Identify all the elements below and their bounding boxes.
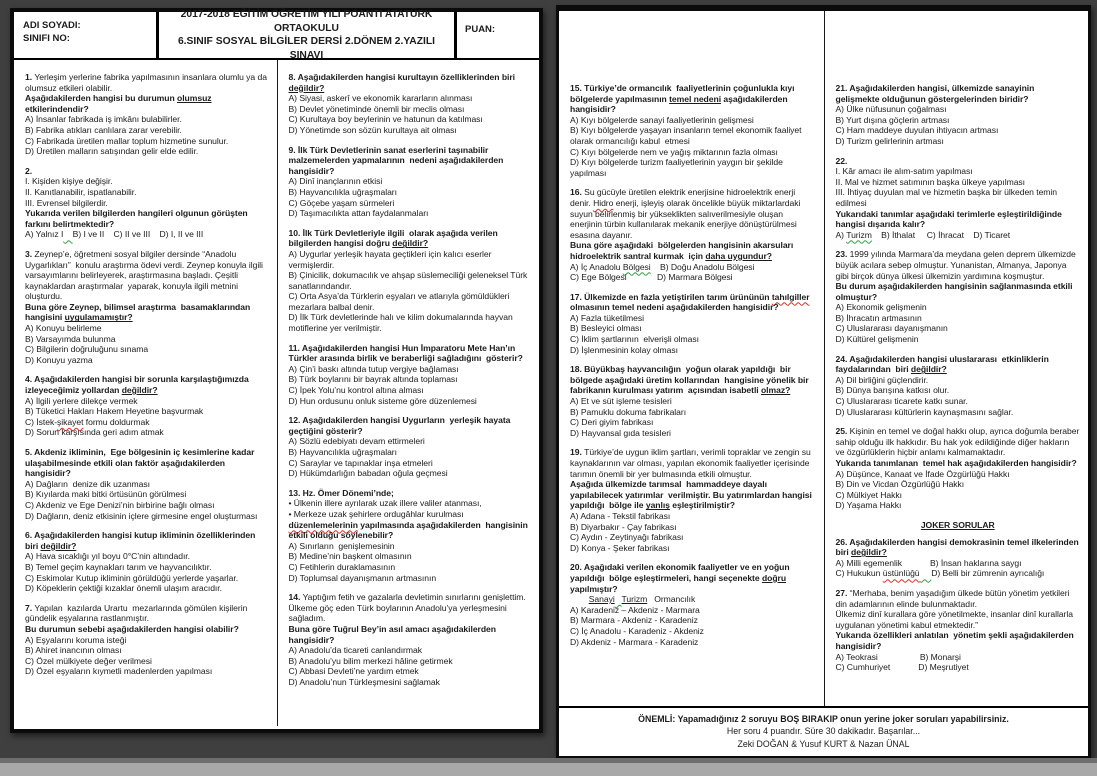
page2-columns bbox=[559, 11, 1088, 706]
text-line: 21. Aşağıdakilerden hangisi, ülkemizde sanayinin gelişmekte olduğunun göstergelerinden biridir? bbox=[835, 83, 1037, 104]
text-line: A) Yalnız I B) I ve II C) II ve III D) I, II ve III bbox=[25, 229, 204, 240]
text-line: B) Ahiret inancının olması bbox=[25, 645, 122, 656]
text-line: B) Çinicilik, dokumacılık ve ahşap süslemeciliği geleneksel Türk sanatlarındandır. bbox=[288, 270, 530, 291]
text-line: C) Özel mülkiyete değer verilmesi bbox=[25, 655, 152, 666]
question-16 bbox=[570, 187, 816, 282]
text-line: D) Taşımacılıkta attan faydalanmaları bbox=[288, 208, 429, 219]
score-cell bbox=[457, 12, 539, 58]
text-line: Sanayi Turizm Ormancılık bbox=[588, 594, 696, 605]
text-line: düzenlemelerinin yapılmasında aşağıdakilerden hangisinin etkili olduğu söylenebilir? bbox=[288, 519, 531, 541]
question-6 bbox=[25, 530, 269, 594]
text-line: III. İhtiyaç duyulan mal ve hizmetin başka bir ülkeden temin edilmesi bbox=[835, 187, 1060, 208]
question-13 bbox=[289, 488, 532, 583]
text-line: A) Fazla tüketilmesi bbox=[570, 312, 644, 323]
page1-column-2 bbox=[277, 60, 540, 726]
text-line: 27. “Merhaba, benim yaşadığım ülkede bütün yönetim yetkileri din adamlarının elinde bulunmaktadır. bbox=[835, 587, 1072, 609]
text-line: 19. Türkiye’de uygun iklim şartları, verimli topraklar ve zengin su kaynaklarının var olması, yapılan ekonomik faaliyetler içerisinde tarımın önemli bir yer bulmasında etkili olmuştur. bbox=[570, 447, 814, 479]
text-line: 23. 1999 yılında Marmara’da meydana gelen deprem ülkemizde büyük acılara sebep olmuştur. Yunanistan, Almanya, Japonya gibi birçok dünya ülkesi ülkemizin yardımına koşmuştur. bbox=[835, 249, 1079, 281]
text-line: D) Dağların, deniz etkisinin içlere girmesine engel oluşturması bbox=[25, 510, 258, 521]
question-26 bbox=[836, 537, 1081, 579]
text-line: D) Toplumsal dayanışmanın artmasının bbox=[288, 572, 437, 583]
question-15 bbox=[570, 83, 816, 178]
text-line: C) Bilgilerin doğruluğunu sınama bbox=[25, 344, 149, 355]
text-line: D) Akdeniz - Marmara - Karadeniz bbox=[570, 636, 699, 647]
footer-important-note: ÖNEMLİ: Yapamadığınız 2 soruyu BOŞ BIRAKIP onun yerine joker soruları yapabilirsiniz. bbox=[638, 713, 1009, 724]
text-line: D) Özel eşyaların kıymetli madenlerden yapılması bbox=[25, 666, 213, 677]
footer-authors: Zeki DOĞAN & Yusuf KURT & Nazan ÜNAL bbox=[737, 738, 910, 749]
question-9 bbox=[289, 145, 532, 219]
text-line: B) Temel geçim kaynakları tarım ve hayvancılıktır. bbox=[25, 561, 212, 572]
text-line: D) Anadolu’nun Türkleşmesini sağlamak bbox=[288, 676, 440, 687]
question-21 bbox=[836, 83, 1081, 147]
text-line: A) Milli egemenlik B) İnsan haklarına saygı bbox=[835, 557, 1022, 568]
exam-title-box bbox=[156, 9, 457, 61]
text-line: B) Anadolu’yu bilim merkezi hâline getirmek bbox=[288, 655, 453, 666]
question-5 bbox=[25, 447, 269, 521]
text-line: 16. Su gücüyle üretilen elektrik enerjisine hidroelektrik enerji denir. Hidro enerji, işleyiş olarak öncelikle büyük miktarlardaki suyun belirlenmiş bir yükseklikten salıverilmesiyle oluşan enerjinin türbin kullanılarak mekanik enerjiye dönüştürülmesi esasına dayanır. bbox=[570, 187, 806, 240]
page2-column-2 bbox=[824, 11, 1089, 706]
text-line: II. Kanıtlanabilir, ispatlanabilir. bbox=[25, 186, 137, 197]
text-line: B) İhracatın artmasının bbox=[835, 312, 922, 323]
question-1 bbox=[25, 72, 269, 157]
text-line: A) İlgili yerlere dilekçe vermek bbox=[25, 395, 138, 406]
exam-header bbox=[14, 9, 539, 61]
exam-footer bbox=[559, 706, 1088, 757]
text-line: B) Din ve Vicdan Özgürlüğü Hakkı bbox=[835, 479, 965, 490]
text-line: • Ülkenin illere ayrılarak uzak illere valiler atanması, bbox=[288, 498, 482, 509]
text-line: A) Siyasi, askerî ve ekonomik kararların alınması bbox=[288, 93, 473, 104]
text-line: D) Turizm gelirlerinin artması bbox=[835, 135, 944, 146]
text-line: B) Varsayımda bulunma bbox=[25, 333, 116, 344]
text-line: A) Karadeniz – Akdeniz - Marmara bbox=[570, 604, 700, 615]
text-line: B) Medine’nin başkent olmasının bbox=[288, 551, 412, 562]
text-line: 12. Aşağıdakilerden hangisi Uygurların yerleşik hayata geçtiğini gösterir? bbox=[288, 415, 513, 436]
footer-scoring-note: Her soru 4 puandır. Süre 30 dakikadır. Başarılar... bbox=[726, 726, 921, 736]
text-line: Buna göre Tuğrul Bey’in asıl amacı aşağıdakilerden hangisidir? bbox=[288, 623, 499, 645]
text-line: 17. Ülkemizde en fazla yetiştirilen tarım ürününün tahılgiller olmasının temel nedeni aşağıdakilerden hangisidir? bbox=[570, 291, 815, 313]
text-line: C) Cumhuriyet D) Meşrutiyet bbox=[835, 662, 969, 673]
text-line: B) Hayvancılıkla uğraşmaları bbox=[288, 447, 397, 457]
text-line: JOKER SORULAR bbox=[920, 519, 995, 530]
text-line: B) Yurt dışına göçlerin artması bbox=[835, 114, 950, 125]
exam-page-1 bbox=[10, 8, 543, 733]
desk-edge-strip bbox=[0, 763, 1097, 776]
text-line: A) Teokrasi B) Monarşi bbox=[835, 651, 961, 662]
text-line: B) Fabrika atıkları canlılara zarar verebilir. bbox=[25, 124, 182, 135]
text-line: Ülkemiz dinî kurallara göre yönetilmekte, insanlar dinî kurallarla uygulanan yönetimi kabul etmektedir.” bbox=[835, 609, 1076, 630]
text-line: 14. Yaptığım fetih ve gazalarla devletimin sınırlarını genişlettim. Ülkeme göç eden Türk boylarının Anadolu’ya yerleşmesini sağladım. bbox=[288, 592, 529, 624]
text-line: D) Sorun karşısında geri adım atmak bbox=[25, 427, 164, 438]
text-line: B) Türk boylarını bir bayrak altında toplaması bbox=[288, 374, 458, 385]
text-line: 13. Hz. Ömer Dönemi’nde; bbox=[288, 487, 394, 498]
text-line: B) Besleyici olması bbox=[570, 323, 642, 334]
text-line: A) Sınırların genişlemesinin bbox=[288, 540, 395, 551]
text-line: B) Marmara - Akdeniz - Karadeniz bbox=[570, 615, 698, 626]
text-line: C) İklim şartlarının elverişli olması bbox=[570, 334, 699, 345]
text-line: D) Uluslararası kültürlerin kaynaşmasını sağlar. bbox=[835, 406, 1014, 417]
text-line: D) İlk Türk devletlerinde halı ve kilim dokumalarında hayvan motiflerine yer verilmiştir. bbox=[288, 312, 516, 334]
text-line: C) Eskimolar Kutup ikliminin görüldüğü yerlerde yaşarlar. bbox=[25, 572, 239, 583]
question-14 bbox=[289, 592, 532, 687]
question-11 bbox=[289, 343, 532, 407]
text-line: A) Turizm B) İthalat C) İhracat D) Ticaret bbox=[835, 229, 1011, 240]
text-line: Buna göre aşağıdaki bölgelerden hangisinin akarsuları hidroelektrik santral kurmak için daha uygundur? bbox=[570, 240, 796, 261]
name-label: ADI SOYADI: bbox=[23, 20, 81, 31]
question-19 bbox=[570, 447, 816, 553]
text-line: C) İstek-şikayet formu doldurmak bbox=[25, 416, 150, 427]
text-line: A) Konuyu belirleme bbox=[25, 323, 102, 334]
text-line: C) Ham maddeye duyulan ihtiyacın artması bbox=[835, 125, 999, 136]
exam-title-line1: 2017-2018 EĞİTİM ÖĞRETİM YILI POANTI ATATÜRK ORTAOKULU bbox=[180, 9, 433, 34]
text-line: B) Pamuklu dokuma fabrikaları bbox=[570, 406, 687, 417]
text-line: D) Hayvansal gıda tesisleri bbox=[570, 427, 671, 438]
text-line: C) İç Anadolu - Karadeniz - Akdeniz bbox=[570, 625, 704, 636]
text-line: C) Akdeniz ve Ege Denizi’nin birbirine bağlı olması bbox=[25, 499, 215, 510]
text-line: C) Mülkiyet Hakkı bbox=[835, 489, 902, 500]
text-line: D) Yaşama Hakkı bbox=[835, 500, 902, 511]
question-27 bbox=[836, 588, 1081, 673]
joker-section-heading bbox=[836, 520, 1081, 531]
page1-columns bbox=[14, 60, 539, 726]
text-line: 1. Yerleşim yerlerine fabrika yapılmasının insanlara olumlu ya da olumsuz etkileri olabilir. bbox=[25, 72, 270, 93]
text-line: 2. bbox=[25, 165, 33, 176]
text-line: C) Kıyı bölgelerde nem ve yağış miktarının fazla olması bbox=[570, 146, 778, 157]
text-line: D) Hun ordusunu onluk sisteme göre düzenlemesi bbox=[288, 395, 477, 406]
text-line: 11. Aşağıdakilerden hangisi Hun İmparatoru Mete Han’ın Türkler arasında birlik ve beraberliği sağladığını gösterir? bbox=[288, 342, 523, 364]
page1-column-1 bbox=[14, 60, 277, 726]
text-line: A) Hava sıcaklığı yıl boyu 0°C’nin altındadır. bbox=[25, 551, 190, 562]
text-line: B) Kıyı bölgelerde yaşayan insanların temel ekonomik faaliyet olarak ormancılığı kabul etmesi bbox=[570, 125, 804, 146]
exam-title-line2: 6.SINIF SOSYAL BİLGİLER DERSİ 2.DÖNEM 2.YAZILI SINAVI bbox=[177, 36, 436, 61]
text-line: C) Abbasi Devleti’ne yardım etmek bbox=[288, 666, 419, 677]
question-24 bbox=[836, 354, 1081, 418]
text-line: D) Üretilen malların satışından gelir elde edilir. bbox=[25, 146, 199, 157]
text-line: Aşağıdakilerden hangisi bu durumun olumsuz etkilerindendir? bbox=[25, 93, 214, 114]
question-7 bbox=[25, 603, 269, 677]
question-4 bbox=[25, 374, 269, 438]
text-line: D) Köpeklerin çektiği kızaklar önemli ulaşım aracıdır. bbox=[25, 583, 222, 594]
text-line: D) Konya - Şeker fabrikası bbox=[570, 542, 670, 553]
text-line: Yukarıda tanımlanan temel hak aşağıdakilerden hangisidir? bbox=[835, 458, 1077, 468]
question-22 bbox=[836, 156, 1081, 241]
text-line: B) Kıyılarda maki bitki örtüsünün görülmesi bbox=[25, 489, 187, 500]
question-12 bbox=[289, 415, 532, 479]
text-line: I. Kâr amacı ile alım-satım yapılması bbox=[835, 166, 973, 177]
text-line: I. Kişiden kişiye değişir. bbox=[25, 176, 113, 187]
text-line: • Merkeze uzak şehirlere ordugâhlar kurulması bbox=[288, 508, 464, 519]
text-line: 22. bbox=[835, 155, 848, 166]
score-label: PUAN: bbox=[465, 24, 496, 35]
text-line: D) Yönetimde son sözün kurultaya ait olması bbox=[288, 124, 457, 135]
text-line: Yukarıda verilen bilgilerden hangileri olgunun görüşten farkını belirtmektedir? bbox=[25, 208, 250, 229]
exam-page-2 bbox=[556, 5, 1091, 763]
text-line: A) Eşyalarını koruma isteği bbox=[25, 634, 127, 645]
text-line: A) Anadolu’da ticareti canlandırmak bbox=[288, 645, 422, 656]
text-line: C) Göçebe yaşam sürmeleri bbox=[288, 197, 395, 208]
text-line: A) İnsanlar fabrikada iş imkânı bulabilirler. bbox=[25, 114, 182, 125]
text-line: B) Devlet yönetiminde önemli bir meclis olması bbox=[288, 103, 465, 114]
text-line: C) Kurultaya boy beylerinin ve hatunun da katılması bbox=[288, 114, 483, 125]
text-line: A) Dil birliğini güçlendirir. bbox=[835, 374, 929, 385]
text-line: C) Aydın - Zeytinyağı fabrikası bbox=[570, 532, 684, 543]
text-line: III. Evrensel bilgilerdir. bbox=[25, 197, 108, 208]
question-10 bbox=[289, 228, 532, 334]
text-line: A) Et ve süt işleme tesisleri bbox=[570, 396, 672, 407]
text-line: II. Mal ve hizmet satımının başka ülkeye yapılması bbox=[835, 176, 1026, 187]
text-line: A) Sözlü edebiyatı devam ettirmeleri bbox=[288, 436, 425, 447]
text-line: B) Dünya barışına katkısı olur. bbox=[835, 385, 950, 396]
text-line: 3. Zeynep’e, öğretmeni sosyal bilgiler dersinde “Anadolu Uygarlıkları” konulu araştırma ödevi verdi. Zeynep konuyla ilgili varsayımlarını belirleyerek, araştırmasına başladı. Çeşitli kaynaklardan araştırmalar yaparak, konuyla ilgili metnini oluşturdu. bbox=[25, 248, 266, 302]
class-number-label: SINIFI NO: bbox=[23, 33, 70, 44]
text-line: 20. Aşağıdaki verilen ekonomik faaliyetler ve en yoğun yapıldığı bölge eşleştirmeleri, hangi seçenekte doğru yapılmıştır? bbox=[570, 562, 792, 594]
text-line: 7. Yapılan kazılarda Urartu mezarlarında gömülen kişilerin gündelik eşyalarına rastlanmıştır. bbox=[25, 602, 250, 624]
text-line: Buna göre Zeynep, bilimsel araştırma basamaklarından hangisini uygulamamıştır? bbox=[25, 301, 253, 323]
text-line: B) Tüketici Hakları Hakem Heyetine başvurmak bbox=[25, 406, 204, 417]
text-line: A) Dinî inançlarının etkisi bbox=[288, 176, 383, 187]
text-line: A) Çin’i baskı altında tutup vergiye bağlaması bbox=[288, 363, 459, 374]
text-line: A) İç Anadolu Bölgesi B) Doğu Anadolu Bölgesi bbox=[570, 261, 755, 272]
question-23 bbox=[836, 249, 1081, 344]
question-8 bbox=[289, 72, 532, 136]
text-line: Yukarıda özellikleri anlatılan yönetim şekli aşağıdakilerden hangisidir? bbox=[835, 630, 1076, 651]
text-line: D) Hükümdarlığın babadan oğula geçmesi bbox=[288, 468, 448, 479]
text-line: 9. İlk Türk Devletlerinin sanat eserlerini taşınabilir malzemelerden yapmalarının nedeni aşağıdakilerden hangisidir? bbox=[288, 144, 506, 176]
question-25 bbox=[836, 426, 1081, 511]
text-line: 4. Aşağıdakilerden hangisi bir sorunla karşılaştığımızda izleyeceğimiz yollardan değildir? bbox=[25, 374, 252, 396]
text-line: A) Dağların denize dik uzanması bbox=[25, 478, 150, 489]
text-line: C) Saraylar ve tapınaklar inşa etmeleri bbox=[288, 457, 433, 468]
text-line: A) Adana - Tekstil fabrikası bbox=[570, 510, 671, 521]
text-line: C) Hukukun üstünlüğü D) Belli bir zümrenin ayrıcalığı bbox=[835, 568, 1045, 579]
question-3 bbox=[25, 249, 269, 366]
text-line: 8. Aşağıdakilerden hangisi kurultayın özelliklerinden biri değildir? bbox=[288, 72, 518, 93]
question-2 bbox=[25, 166, 269, 240]
text-line: A) Uygurlar yerleşik hayata geçtikleri için kalıcı eserler vermişlerdir. bbox=[288, 248, 494, 270]
text-line: C) İpek Yolu’nu kontrol altına alması bbox=[288, 385, 424, 396]
question-18 bbox=[570, 364, 816, 438]
text-line: C) Deri giyim fabrikası bbox=[570, 417, 654, 428]
text-line: A) Ekonomik gelişmenin bbox=[835, 302, 927, 313]
text-line: D) Kıyı bölgelerde turizm faaliyetlerinin yaygın bir şekilde yapılması bbox=[570, 157, 786, 178]
text-line: Yukarıdaki tanımlar aşağıdaki terimlerle eşleştirildiğinde hangisi dışarıda kalır? bbox=[835, 208, 1065, 230]
text-line: A) Kıyı bölgelerde sanayi faaliyetlerinin gelişmesi bbox=[570, 114, 754, 125]
text-line: D) İşlenmesinin kolay olması bbox=[570, 344, 678, 355]
text-line: Bu durumun sebebi aşağıdakilerden hangisi olabilir? bbox=[25, 623, 239, 634]
text-line: B) Diyarbakır - Çay fabrikası bbox=[570, 521, 677, 532]
text-line: 6. Aşağıdakilerden hangisi kutup ikliminin özelliklerinden biri değildir? bbox=[25, 530, 258, 551]
text-line: Bu durum aşağıdakilerden hangisinin sağlanmasında etkili olmuştur? bbox=[835, 281, 1075, 302]
student-info-cell bbox=[14, 12, 156, 58]
question-20 bbox=[570, 562, 816, 647]
text-line: A) Ülke nüfusunun çoğalması bbox=[835, 104, 947, 115]
text-line: C) Uluslararası dayanışmanın bbox=[835, 323, 948, 334]
text-line: C) Fetihlerin duraklamasının bbox=[288, 561, 396, 572]
text-line: 25. Kişinin en temel ve doğal hakkı olup, ayrıca doğumla beraber sahip olduğu ilk hakkıdır. Bu hak yok edildiğinde diğer hakların ve özgürlüklerin hiçbir anlamı kalmamaktadır. bbox=[835, 426, 1082, 458]
text-line: Aşağıda ülkemizde tarımsal hammaddeye dayalı yapılabilecek yatırımlar verilmiştir. Bu yatırımlardan hangisi yapıldığı bölge ile yanlış eşleştirilmiştir? bbox=[570, 479, 815, 511]
text-line: C) Orta Asya’da Türklerin eşyaları ve atlarıyla gömüldükleri mezarlara balbal denir. bbox=[288, 291, 512, 312]
page2-column-1 bbox=[559, 11, 824, 706]
text-line: C) Fabrikada üretilen mallar toplum hizmetine sunulur. bbox=[25, 135, 229, 146]
text-line: B) Hayvancılıkla uğraşmaları bbox=[288, 186, 397, 197]
text-line: C) Uluslararası ticarete katkı sunar. bbox=[835, 396, 968, 407]
text-line: C) Ege Bölgesi D) Marmara Bölgesi bbox=[570, 272, 733, 283]
text-line: 24. Aşağıdakilerden hangisi uluslararası etkinliklerin faydalarından biri değildir? bbox=[835, 353, 1052, 375]
text-line: 18. Büyükbaş hayvancılığın yoğun olarak yapıldığı bir bölgede aşağıdaki üretim kollarından hangisine yönelik bir fabrikanın kurulması yatırım açısından isabetli olmaz? bbox=[570, 364, 812, 396]
question-17 bbox=[570, 292, 816, 356]
text-line: D) Konuyu yazma bbox=[25, 354, 93, 365]
text-line: 15. Türkiye’de ormancılık faaliyetlerinin çoğunlukla kıyı bölgelerde yapılmasının temel nedeni aşağıdakilerden hangisidir? bbox=[570, 83, 797, 115]
text-line: D) Kültürel gelişmenin bbox=[835, 334, 919, 345]
text-line: 26. Aşağıdakilerden hangisi demokrasinin temel ilkelerinden biri değildir? bbox=[835, 536, 1082, 558]
text-line: 10. İlk Türk Devletleriyle ilgili olarak aşağıda verilen bilgilerden hangisi doğru değildir? bbox=[288, 227, 501, 249]
text-line: 5. Akdeniz ikliminin, Ege bölgesinin iç kesimlerine kadar ulaşabilmesinde etkili olan faktör aşağıdakilerden hangisidir? bbox=[25, 447, 257, 479]
text-line: A) Düşünce, Kanaat ve İfade Özgürlüğü Hakkı bbox=[835, 468, 1010, 479]
